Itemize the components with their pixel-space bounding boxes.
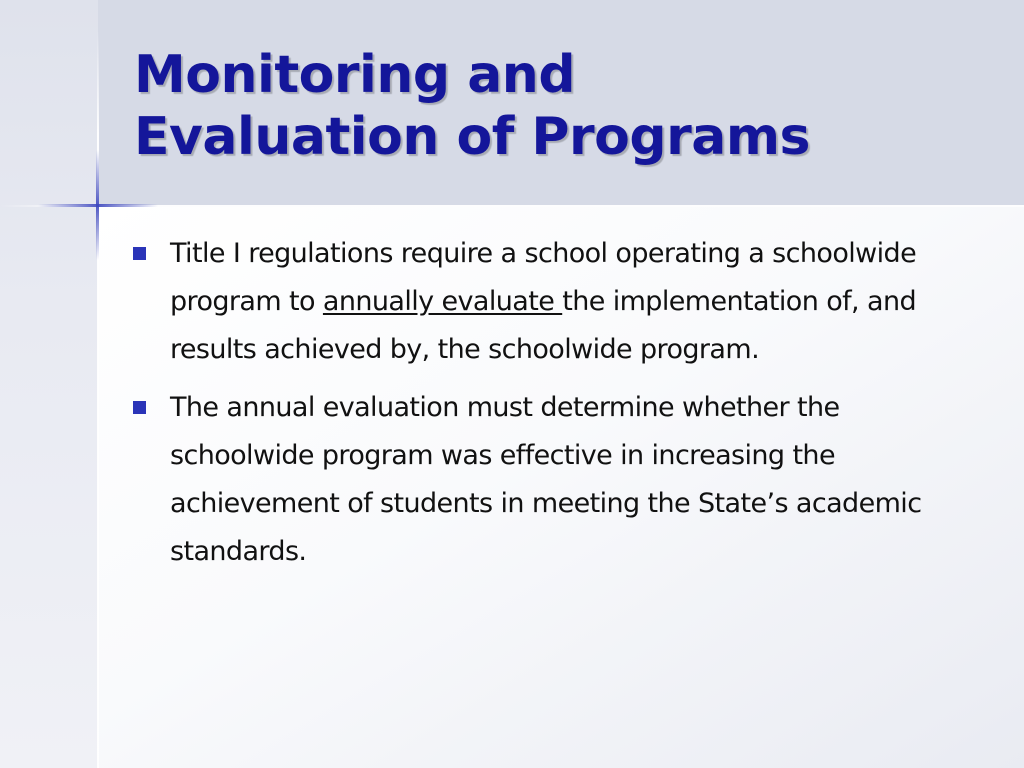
slide-title [134,44,994,168]
square-bullet-icon [133,401,146,414]
slide-title-line-2: Evaluation of Programs [134,107,810,167]
bullet-list [130,230,970,586]
left-background-band [0,0,98,768]
sparkle-vertical-accent [96,150,99,260]
bullet-underlined-phrase: annually evaluate [322,286,563,317]
square-bullet-icon [133,247,146,260]
bullet-item-regulations [130,230,970,374]
bullet-text-after: the implementation of, and results achieved by, the schoolwide program. [170,286,916,365]
vertical-divider-line [97,30,99,768]
bullet-item-annual-evaluation [130,384,970,576]
slide-title-line-1: Monitoring and [134,45,576,105]
bullet-text-before: Title I regulations require a school operating a schoolwide program to [170,238,917,317]
bullet-text: The annual evaluation must determine whether the schoolwide program was effective in increasing the achievement of students in meeting the State’s academic standards. [170,392,922,567]
